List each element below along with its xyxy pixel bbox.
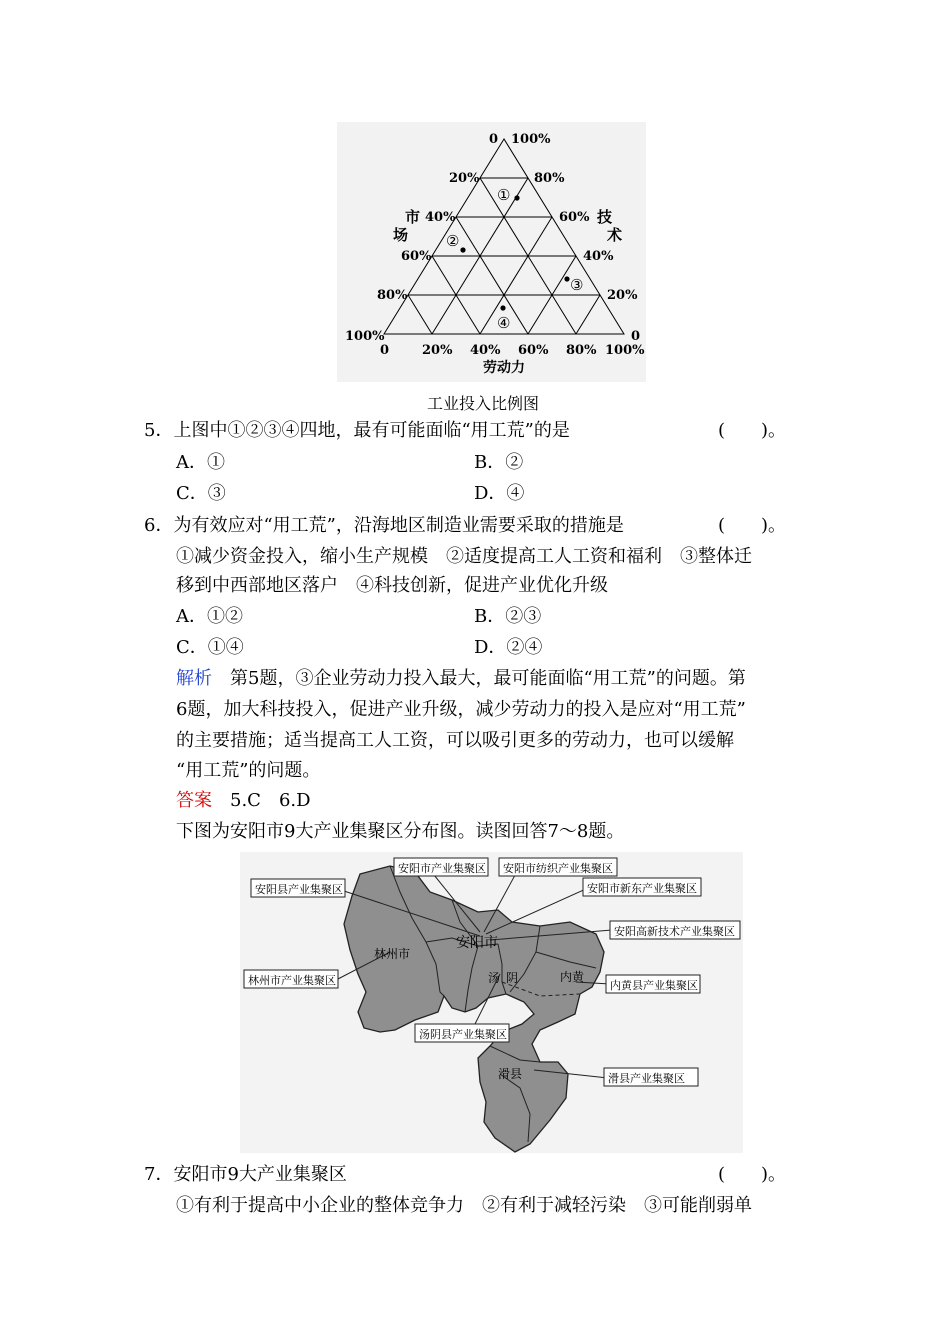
right-tick: 40% [583,249,614,264]
figure1-caption: 工业投入比例图 [427,394,540,413]
right-axis-label-1: 技 [597,208,613,226]
analysis-line-3: 的主要措施；适当提高工人工资，可以吸引更多的劳动力，也可以缓解 [176,730,734,751]
point-4-marker [500,305,505,310]
bottom-tick: 100% [605,343,645,358]
left-tick: 80% [377,288,408,303]
q6-option-a: A．①② [176,606,243,627]
q6-option-c: C．①④ [176,637,244,658]
right-tick: 0 [631,329,641,344]
q6-desc-1: ①减少资金投入，缩小生产规模 ②适度提高工人工资和福利 ③整体迁 [176,546,752,567]
point-3-marker [564,276,569,281]
q6-option-b: B．②③ [474,606,542,627]
place-tangyin-2: 阴 [506,971,519,985]
left-tick: 40% [425,210,456,225]
top-label-zero: 0 [489,132,499,147]
q5-option-a: A．① [176,452,225,473]
q7-bracket: ( )。 [718,1164,787,1185]
analysis-line-4: “用工荒”的问题。 [176,760,321,781]
place-huaxian: 滑县 [498,1067,523,1081]
point-label-2: ② [446,232,460,250]
q7-stem: 7．安阳市9大产业集聚区 [144,1164,347,1185]
place-linzhou: 林州市 [374,947,411,961]
q5-stem: 5．上图中①②③④四地，最有可能面临“用工荒”的是 [144,420,570,441]
answer-label: 答案 [176,790,212,811]
place-tangyin-1: 汤 [488,971,501,985]
left-tick: 100% [345,329,385,344]
label-textile-cluster: 安阳市纺织产业集聚区 [503,862,613,875]
left-axis-label-1: 市 [405,208,421,226]
bottom-tick: 60% [518,343,549,358]
place-anyang: 安阳市 [456,935,498,951]
bottom-tick: 20% [422,343,453,358]
place-neihuang: 内黄 [560,970,585,984]
q6-stem: 6．为有效应对“用工荒”，沿海地区制造业需要采取的措施是 [144,515,624,536]
point-label-1: ① [497,186,511,204]
right-axis-label-2: 术 [607,226,623,244]
q7-desc-1: ①有利于提高中小企业的整体竞争力 ②有利于减轻污染 ③可能削弱单 [176,1195,752,1216]
q5-bracket: ( )。 [718,420,787,441]
map-region [344,866,604,1152]
point-2-marker [460,247,465,252]
label-linzhou-cluster: 林州市产业集聚区 [248,974,336,987]
point-1-marker [514,195,519,200]
left-tick: 60% [401,249,432,264]
q6-option-d: D．②④ [474,637,543,658]
q6-desc-2: 移到中西部地区落户 ④科技创新，促进产业优化升级 [176,575,608,596]
bottom-tick: 40% [470,343,501,358]
ternary-figure [337,122,646,382]
label-tangyin-cluster: 汤阴县产业集聚区 [419,1028,507,1041]
analysis-label: 解析 [176,668,212,689]
q5-option-d: D．④ [474,483,525,504]
label-anyang-city-cluster: 安阳市产业集聚区 [398,862,486,875]
analysis-line-1 [176,668,746,690]
bottom-tick: 0 [380,343,390,358]
bottom-tick: 80% [566,343,597,358]
intro-7-8: 下图为安阳市9大产业集聚区分布图。读图回答7～8题。 [176,821,625,842]
answer-line [176,790,311,812]
q5-option-b: B．② [474,452,524,473]
point-label-4: ④ [497,314,511,332]
top-label-hundred: 100% [511,132,551,147]
analysis-text-1: 第5题，③企业劳动力投入最大，最可能面临“用工荒”的问题。第 [230,668,746,689]
left-tick: 20% [449,171,480,186]
point-label-3: ③ [570,276,584,294]
label-anyang-county-cluster: 安阳县产业集聚区 [255,883,343,896]
label-neihuang-cluster: 内黄县产业集聚区 [610,979,698,992]
q6-bracket: ( )。 [718,515,787,536]
label-xindong-cluster: 安阳市新东产业集聚区 [587,882,697,895]
anyang-map-figure [240,852,743,1153]
right-tick: 20% [607,288,638,303]
left-axis-label-2: 场 [393,226,409,244]
bottom-axis-label: 劳动力 [483,360,525,376]
ternary-diagram [337,122,646,382]
anyang-map [240,852,743,1153]
right-tick: 80% [534,171,565,186]
triangle-outline [384,139,624,334]
right-tick: 60% [559,210,590,225]
q5-option-c: C．③ [176,483,226,504]
label-hightech-cluster: 安阳高新技术产业集聚区 [614,925,735,938]
answer-text: 5.C 6.D [230,790,311,811]
label-huaxian-cluster: 滑县产业集聚区 [608,1072,685,1085]
analysis-line-2: 6题，加大科技投入，促进产业升级，减少劳动力的投入是应对“用工荒” [176,699,746,720]
